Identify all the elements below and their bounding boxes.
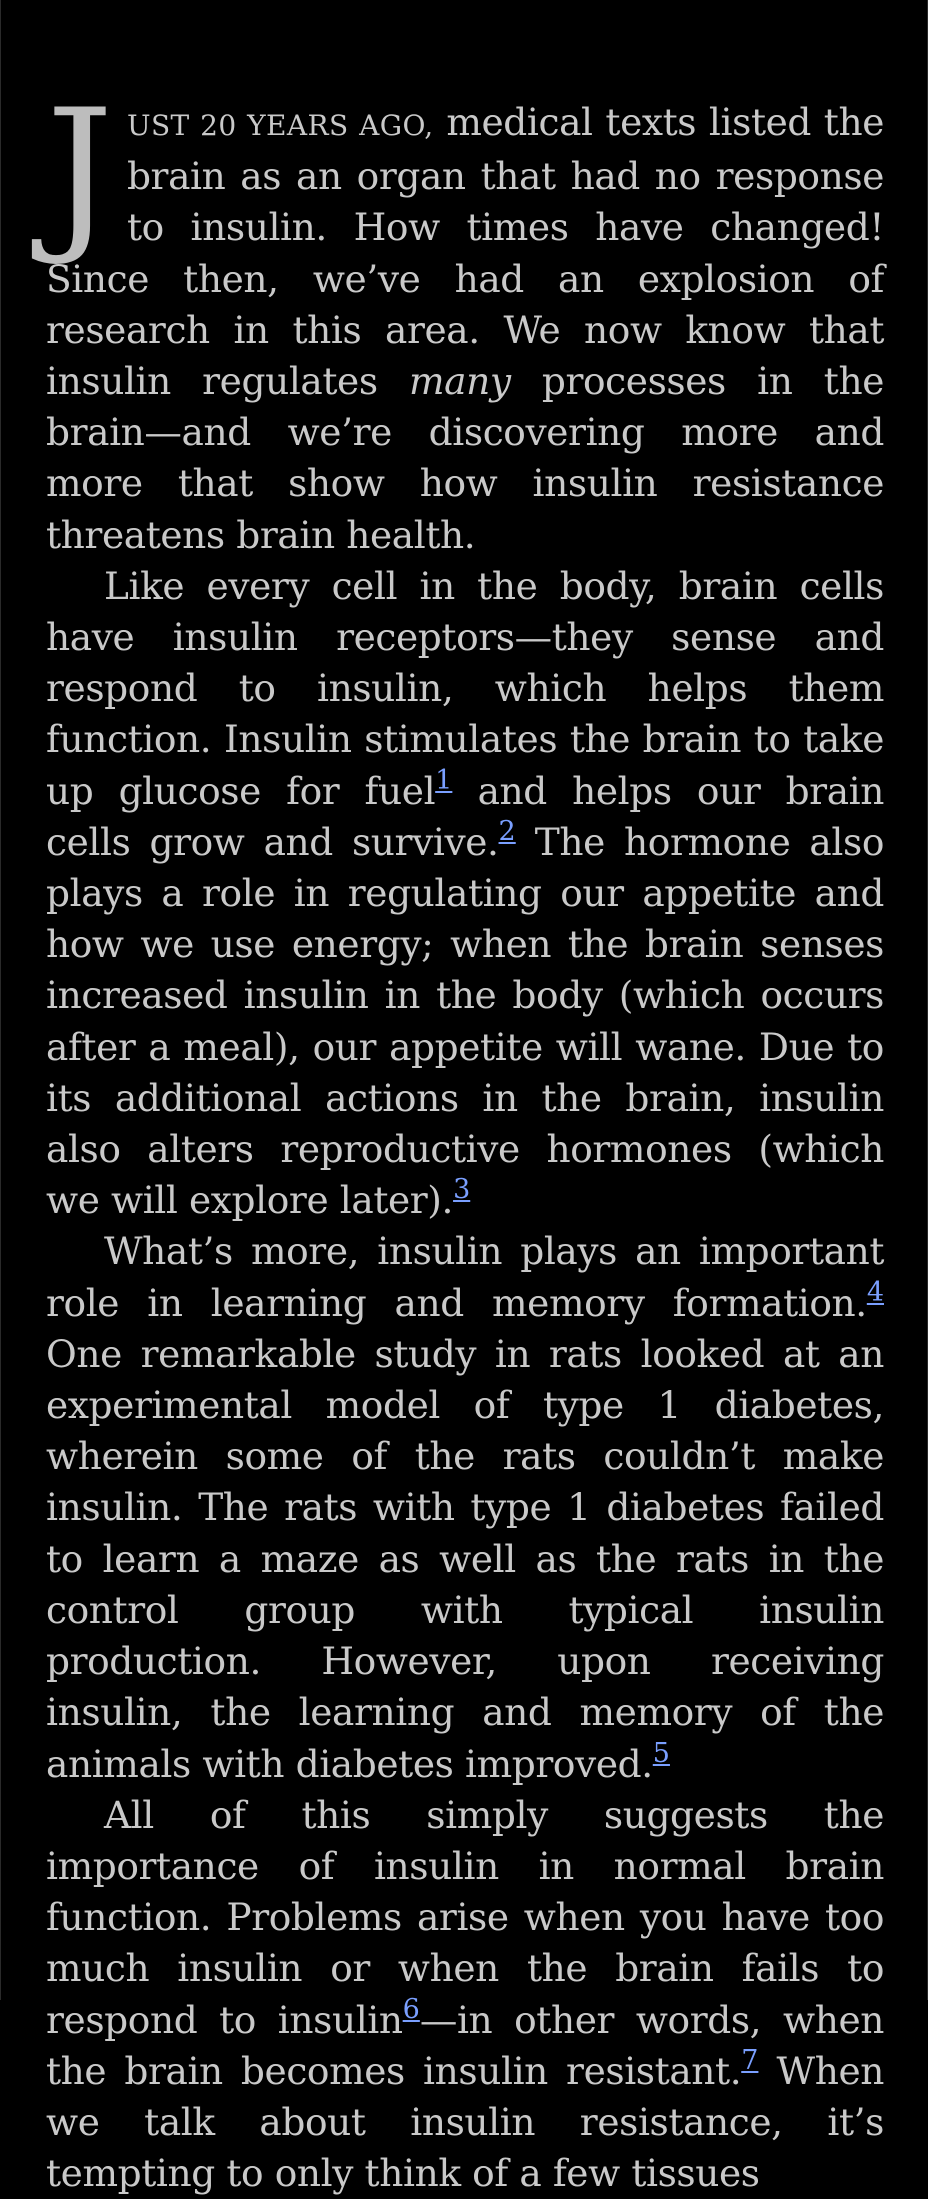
footnote-link-3[interactable]: 3 <box>453 1174 471 1206</box>
paragraph-4-text-a: All of this simply suggests the importance of insulin in normal brain function. Problems arise when you have too much insulin or when the brain fails to respond to insulin <box>46 1792 884 2042</box>
small-caps-opening: UST 20 YEARS AGO, <box>126 109 434 142</box>
paragraph-4-text-b: —in other words, when the brain becomes insulin resistant. <box>46 1997 884 2093</box>
paragraph-2-text-a: Like every cell in the body, brain cells have insulin receptors—they sense and respond to insulin, which helps them function. Insulin stimulates the brain to take up glucose for fuel <box>46 563 884 813</box>
emphasis-many: many <box>408 359 511 404</box>
paragraph-1-text-b: processes in the brain—and we’re discovering more and more that show how insulin resistance threatens brain health. <box>46 359 884 557</box>
paragraph-3 <box>46 1226 884 1789</box>
footnote-link-4[interactable]: 4 <box>866 1276 884 1308</box>
paragraph-2 <box>46 561 884 1227</box>
drop-cap: J <box>46 73 113 269</box>
paragraph-3-text-b: One remarkable study in rats looked at an experimental model of type 1 diabetes, wherein some of the rats couldn’t make insulin. The rats with type 1 diabetes failed to learn a maze as well as the rats in the control group with typical insulin production. However, upon receiving insulin, the learning and memory of the animals with diabetes improved. <box>46 1331 884 1786</box>
paragraph-1-text-a: medical texts listed the brain as an organ that had no response to insulin. How times have changed! Since then, we’ve had an explosion of research in this area. We now know that insulin regulates <box>46 100 885 404</box>
paragraph-4 <box>46 1790 884 2199</box>
footnote-link-6[interactable]: 6 <box>402 1993 420 2025</box>
footnote-link-7[interactable]: 7 <box>741 2044 759 2076</box>
footnote-link-5[interactable]: 5 <box>652 1737 670 1769</box>
body-text <box>46 73 885 2199</box>
paragraph-2-text-c: The hormone also plays a role in regulating our appetite and how we use energy; when the brain senses increased insulin in the body (which occurs after a meal), our appetite will wane. Due to its additional actions in the brain, insulin also alters reproductive hormones (which we will explore later). <box>46 819 884 1223</box>
paragraph-2-text-b: and helps our brain cells grow and survive. <box>46 768 884 864</box>
footnote-link-1[interactable]: 1 <box>435 764 453 796</box>
paragraph-1 <box>46 73 885 561</box>
paragraph-4-text-c: When we talk about insulin resistance, it’s tempting to only think of a few tissues <box>46 2048 885 2196</box>
paragraph-3-text-a: What’s more, insulin plays an important role in learning and memory formation. <box>46 1229 884 1325</box>
footnote-link-2[interactable]: 2 <box>498 816 516 847</box>
